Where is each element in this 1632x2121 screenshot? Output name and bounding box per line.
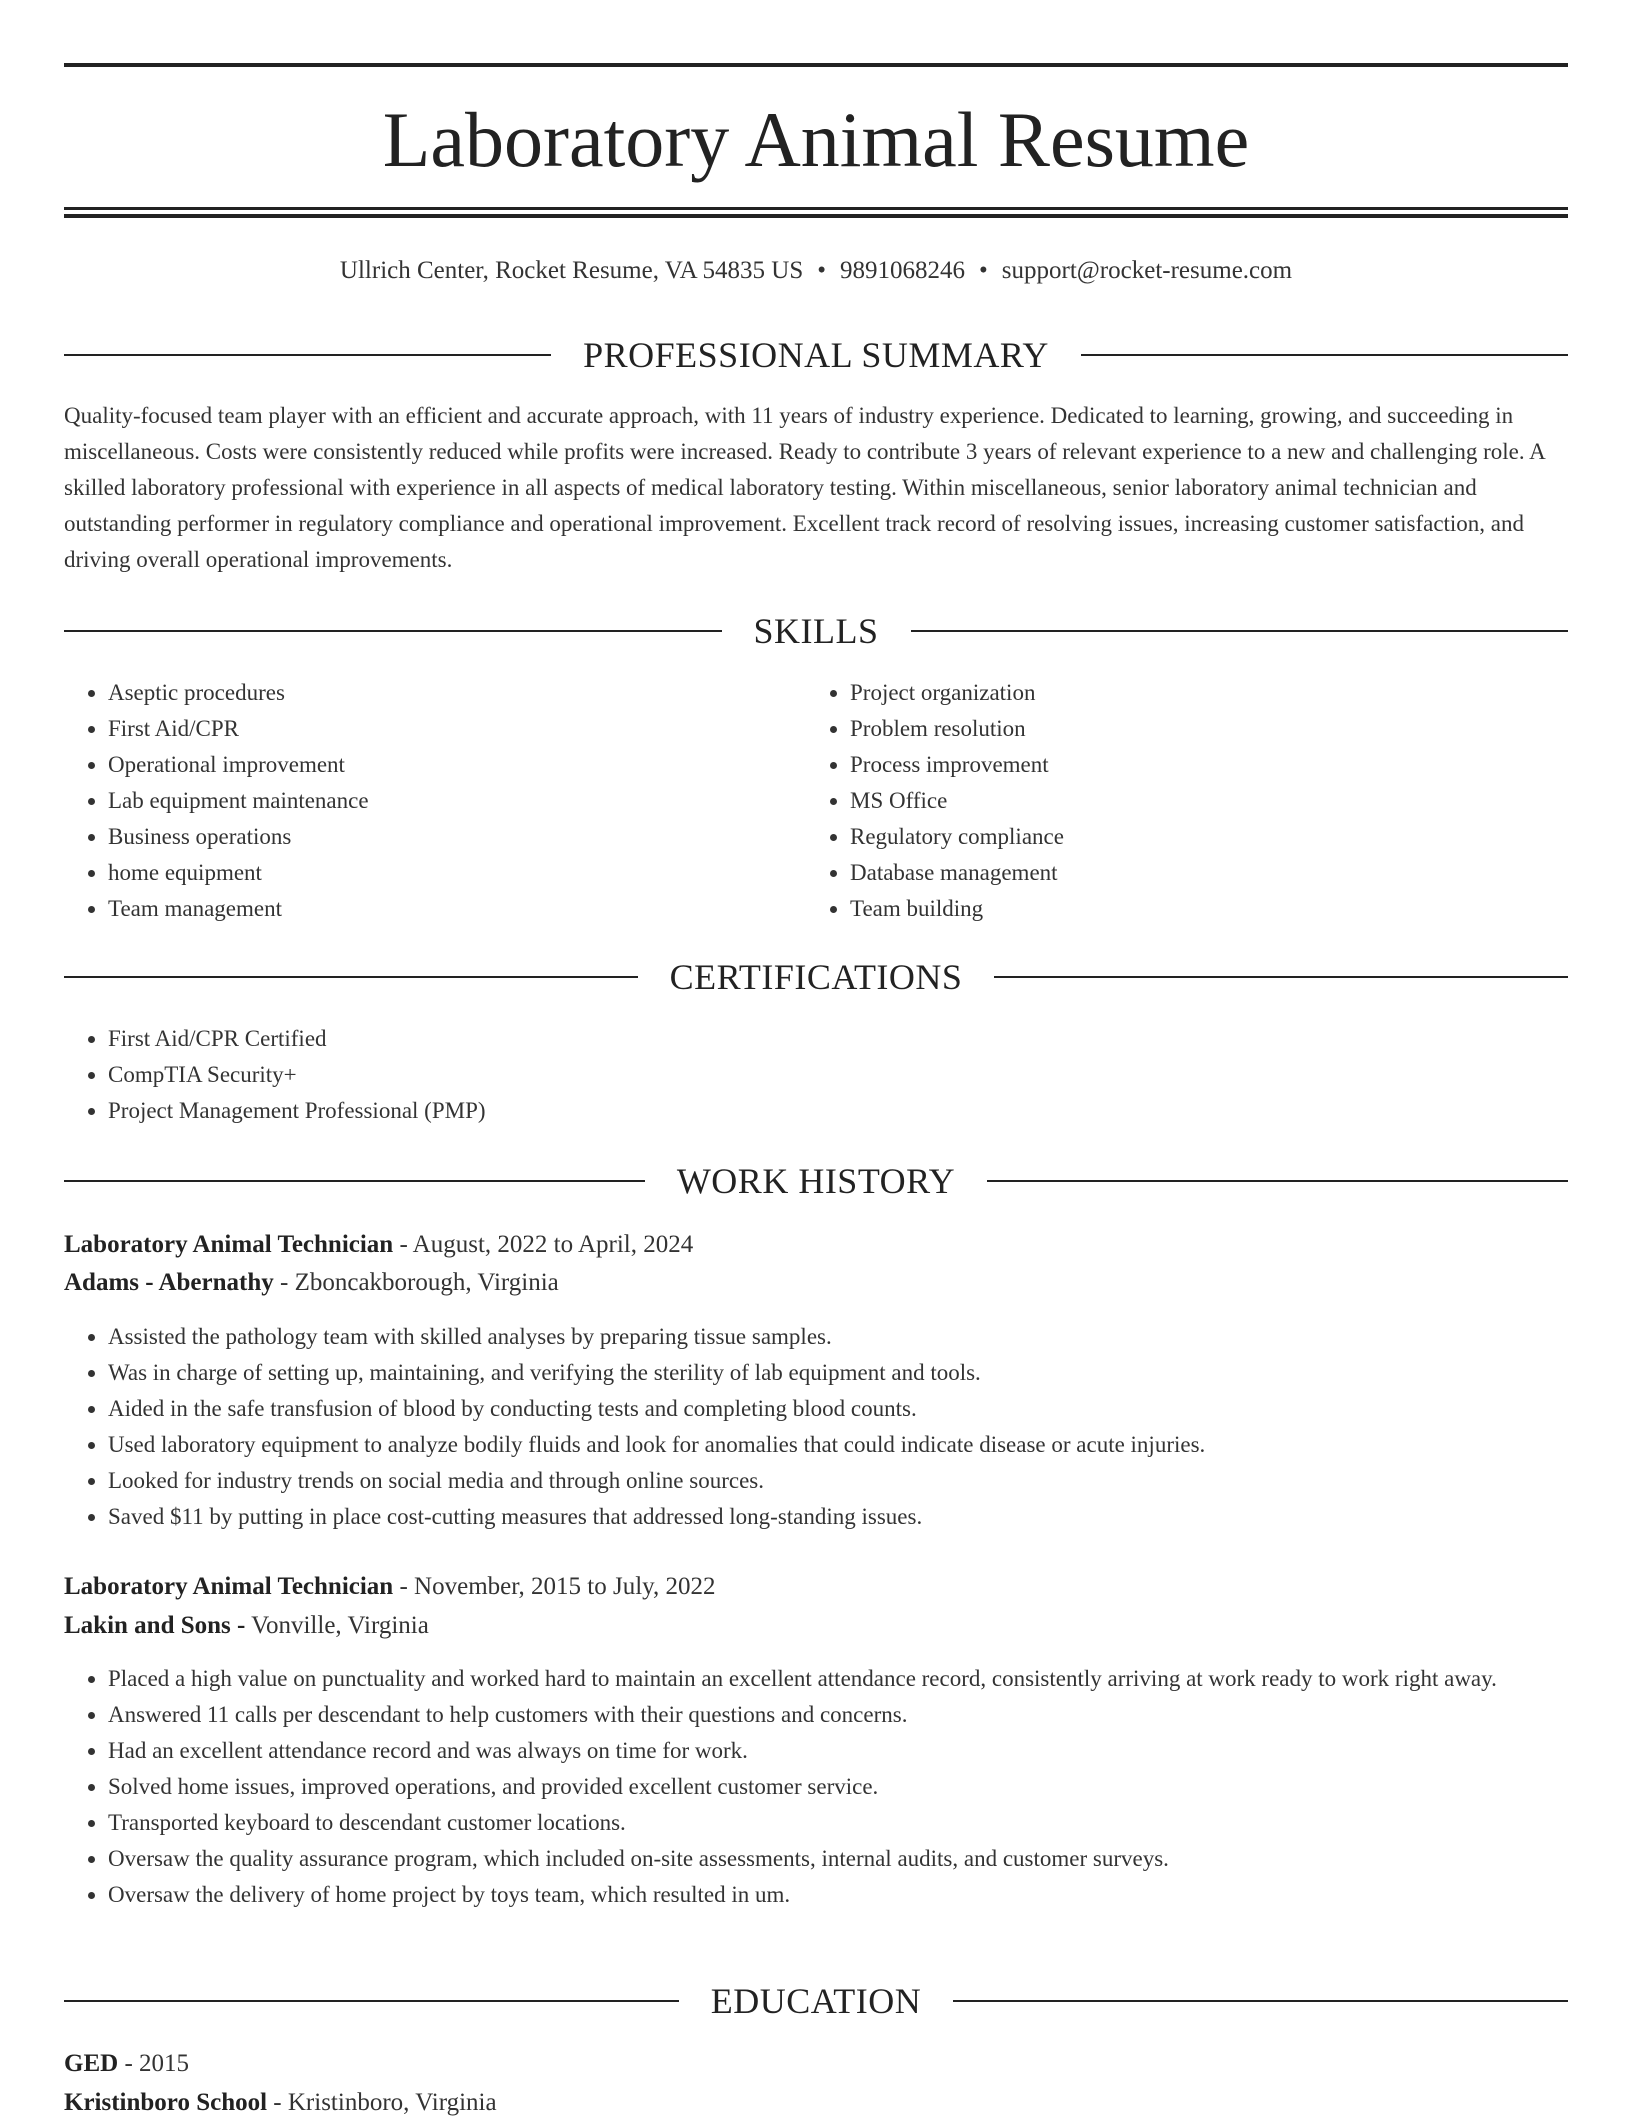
contact-line	[0, 254, 1632, 288]
divider	[987, 1180, 1568, 1182]
skills-list-right	[806, 675, 1550, 927]
job-bullet: • Oversaw the quality assurance program, which included on-site assessments, internal audits, and customer surveys.	[108, 1841, 1612, 1877]
job-title-line	[64, 1227, 1568, 1263]
job-company: Lakin and Sons -	[64, 1612, 246, 1639]
skill-item: • First Aid/CPR	[108, 711, 788, 747]
job-location: - Zboncakborough, Virginia	[273, 1269, 559, 1296]
skill-item: • Problem resolution	[850, 711, 1550, 747]
section-heading-work-history	[64, 1159, 1568, 1203]
skill-item: • Business operations	[108, 819, 788, 855]
job-bullet: • Assisted the pathology team with skilled analyses by preparing tissue samples.	[108, 1319, 1568, 1355]
contact-phone: 9891068246	[840, 257, 966, 284]
job-location: Vonville, Virginia	[245, 1612, 429, 1639]
divider	[1081, 354, 1568, 356]
divider	[64, 354, 551, 356]
divider	[64, 976, 638, 978]
section-title: SKILLS	[753, 611, 879, 651]
section-title: CERTIFICATIONS	[669, 957, 963, 997]
header-bottom-rule	[64, 207, 1568, 210]
skill-item: • MS Office	[850, 783, 1550, 819]
education-school: Kristinboro School	[64, 2089, 268, 2116]
skill-item: • Team building	[850, 891, 1550, 927]
certification-item: • First Aid/CPR Certified	[108, 1021, 1568, 1057]
education-degree-line	[64, 2046, 1568, 2082]
job-company-line	[64, 1608, 1568, 1644]
certification-item: • Project Management Professional (PMP)	[108, 1093, 1568, 1129]
job-bullet: • Placed a high value on punctuality and worked hard to maintain an excellent attendance record, consistently arriving at work ready to work right away.	[108, 1661, 1612, 1697]
divider	[953, 2000, 1568, 2002]
job-title: Laboratory Animal Technician	[64, 1573, 394, 1600]
header-bottom-rule-2	[64, 214, 1568, 218]
job-company-line	[64, 1265, 1568, 1301]
divider	[64, 1180, 645, 1182]
skills-list-left	[64, 675, 788, 927]
contact-separator: •	[817, 257, 827, 284]
divider	[64, 630, 722, 632]
job-bullet: • Answered 11 calls per descendant to help customers with their questions and concerns.	[108, 1697, 1612, 1733]
section-heading-education	[64, 1979, 1568, 2023]
job-bullets	[64, 1319, 1568, 1535]
skill-item: • Lab equipment maintenance	[108, 783, 788, 819]
job-dates: - November, 2015 to July, 2022	[393, 1573, 716, 1600]
education-year: - 2015	[118, 2050, 190, 2077]
job-bullets	[64, 1661, 1612, 1913]
skill-item: • Operational improvement	[108, 747, 788, 783]
education-school-line	[64, 2085, 1568, 2121]
section-heading-certifications	[64, 955, 1568, 999]
job-bullet: • Solved home issues, improved operations, and provided excellent customer service.	[108, 1769, 1612, 1805]
skill-item: • Aseptic procedures	[108, 675, 788, 711]
divider	[911, 630, 1569, 632]
contact-separator: •	[979, 257, 988, 284]
divider	[994, 976, 1568, 978]
skill-item: • Process improvement	[850, 747, 1550, 783]
page-title: Laboratory Animal Resume	[382, 96, 1250, 183]
contact-email: support@rocket-resume.com	[1001, 257, 1293, 284]
skill-item: • home equipment	[108, 855, 788, 891]
certifications-list	[64, 1021, 1568, 1129]
section-title: PROFESSIONAL SUMMARY	[583, 335, 1049, 375]
job-title: Laboratory Animal Technician	[64, 1231, 394, 1258]
job-dates: - August, 2022 to April, 2024	[393, 1231, 694, 1258]
skill-item: • Team management	[108, 891, 788, 927]
education-degree: GED	[64, 2050, 119, 2077]
job-bullet: • Oversaw the delivery of home project by toys team, which resulted in um.	[108, 1877, 1612, 1913]
education-location: - Kristinboro, Virginia	[267, 2089, 497, 2116]
section-title: EDUCATION	[710, 1981, 922, 2021]
section-heading-skills	[64, 609, 1568, 653]
job-bullet: • Was in charge of setting up, maintaining, and verifying the sterility of lab equipment and tools.	[108, 1355, 1568, 1391]
section-heading-summary	[64, 333, 1568, 377]
skill-item: • Database management	[850, 855, 1550, 891]
section-title: WORK HISTORY	[676, 1161, 956, 1201]
job-bullet: • Used laboratory equipment to analyze bodily fluids and look for anomalies that could indicate disease or acute injuries.	[108, 1427, 1568, 1463]
header-top-rule	[64, 63, 1568, 67]
certification-item: • CompTIA Security+	[108, 1057, 1568, 1093]
job-bullet: • Had an excellent attendance record and was always on time for work.	[108, 1733, 1612, 1769]
skill-item: • Project organization	[850, 675, 1550, 711]
summary-text: Quality-focused team player with an efficient and accurate approach, with 11 years of industry experience. Dedicated to learning, growing, and succeeding in miscellaneous. Costs were consistently reduced while profits were increased. Ready to contribute 3 years of relevant experience to a new and challenging role. A skilled laboratory professional with experience in all aspects of medical laboratory testing. Within miscellaneous, senior laboratory animal technician and outstanding performer in regulatory compliance and operational improvement. Excellent track record of resolving issues, increasing customer satisfaction, and driving overall operational improvements.	[64, 403, 1545, 572]
job-bullet: • Aided in the safe transfusion of blood by conducting tests and completing blood counts.	[108, 1391, 1568, 1427]
job-company: Adams - Abernathy	[64, 1269, 274, 1296]
contact-address: Ullrich Center, Rocket Resume, VA 54835 US	[339, 257, 804, 284]
job-title-line	[64, 1569, 1568, 1605]
job-bullet: • Saved $11 by putting in place cost-cutting measures that addressed long-standing issues.	[108, 1499, 1568, 1535]
job-bullet: • Looked for industry trends on social media and through online sources.	[108, 1463, 1568, 1499]
skill-item: • Regulatory compliance	[850, 819, 1550, 855]
job-bullet: • Transported keyboard to descendant customer locations.	[108, 1805, 1612, 1841]
divider	[64, 2000, 679, 2002]
